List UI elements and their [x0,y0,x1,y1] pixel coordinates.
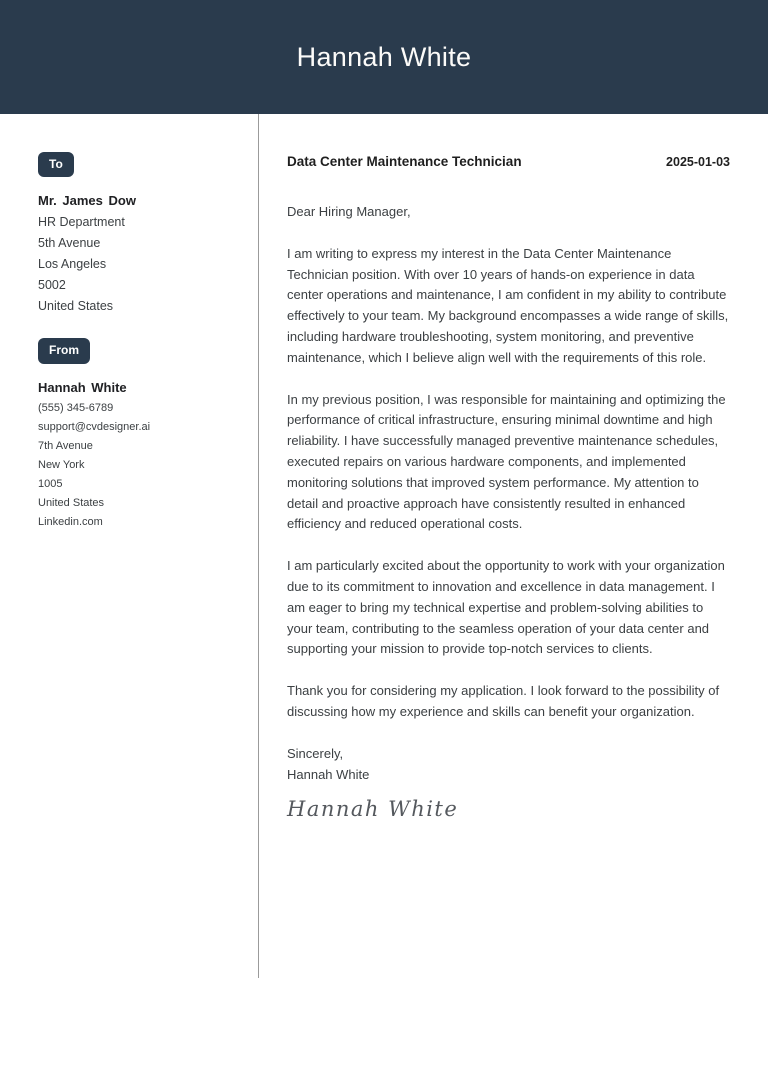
recipient-line: 5th Avenue [38,236,101,251]
header-band [0,0,768,114]
letter-paragraph: I am writing to express my interest in the Data Center Maintenance Technician position. With over 10 years of hands-on experience in data center operations and maintenance, I am confident in my ability to contribute effectively to your team. My background encompasses a wide range of skills, including hardware troubleshooting, system monitoring, and preventive maintenance, which I believe align well with the requirements of this role. [287,245,729,365]
signature-script: Hannah White [287,797,459,822]
sender-linkedin: Linkedin.com [38,515,103,528]
sender-phone: (555) 345-6789 [38,401,114,414]
letter-paragraph: Thank you for considering my application. I look forward to the possibility of discussing how my experience and skills can benefit your organization. [287,683,720,719]
recipient-name: Mr. James Dow [38,193,136,209]
letter-paragraph: In my previous position, I was responsible for maintaining and optimizing the performance of critical infrastructure, ensuring minimal downtime and high reliability. I have successfully managed preventive maintenance schedules, executed repairs on various hardware components, and implemented monitoring solutions that improved system performance. My attention to detail and proactive approach have consistently resulted in enhanced efficiency and reduced operational costs. [287,391,726,532]
letter-date: 2025-01-03 [666,155,730,169]
letter-body [259,114,768,978]
sender-line: 7th Avenue [38,439,93,452]
letter-paragraph: I am particularly excited about the opportunity to work with your organization due to its commitment to innovation and excellence in data management. I am eager to bring my technical expertise and problem-solving abilities to your team, contributing to the seamless operation of your data center and supporting your mission to provide top-notch services to clients. [287,558,725,657]
sidebar [0,114,258,978]
recipient-section [38,152,238,316]
sender-line: New York [38,458,85,471]
recipient-line: 5002 [38,277,66,292]
letter-title-row [287,154,730,169]
sender-section [38,338,238,531]
sender-email: support@cvdesigner.ai [38,420,151,433]
recipient-address [38,212,238,316]
page-title: Hannah White [296,41,472,72]
to-badge: To [38,152,74,177]
content-row [0,114,768,978]
sender-details [38,399,238,532]
sender-line: United States [38,496,105,509]
job-title: Data Center Maintenance Technician [287,154,522,169]
closing-name: Hannah White [287,766,370,782]
closing-word: Sincerely, [287,745,344,761]
from-badge: From [38,338,90,363]
recipient-line: United States [38,298,114,313]
recipient-line: Los Angeles [38,256,107,271]
salutation: Dear Hiring Manager, [287,204,411,219]
recipient-line: HR Department [38,215,125,230]
sender-line: 1005 [38,477,63,490]
sender-name: Hannah White [38,379,127,395]
closing-block [287,744,730,786]
